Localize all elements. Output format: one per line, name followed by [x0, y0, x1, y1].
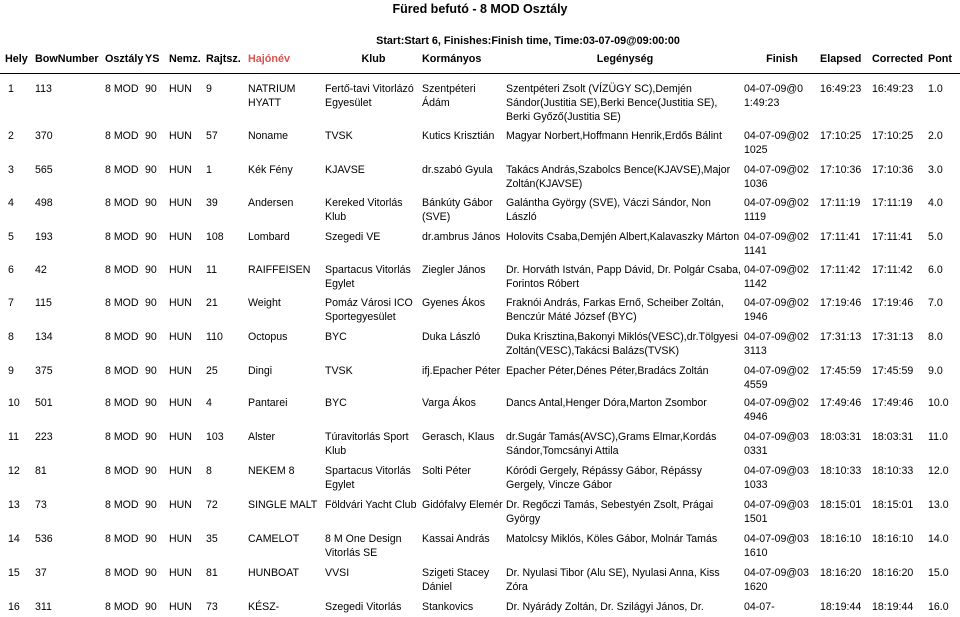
- cell-elapsed: 18:16:20: [820, 567, 862, 579]
- table-header-row: [0, 50, 960, 69]
- cell-bownumber: 42: [35, 264, 47, 276]
- cell-elapsed: 17:10:36: [820, 164, 862, 176]
- cell-ys: 90: [145, 365, 157, 377]
- cell-hajonev: KÉSZ-: [248, 601, 280, 613]
- cell-rajtsz: 81: [206, 567, 218, 579]
- cell-ys: 90: [145, 533, 157, 545]
- cell-nemz: HUN: [169, 83, 192, 95]
- table-row: [0, 565, 960, 599]
- cell-kormanyos: Kutics Krisztián: [422, 130, 495, 142]
- cell-legenyseg: Matolcsy Miklós, Köles Gábor, Molnár Tamás: [506, 533, 718, 545]
- cell-osztaly: 8 MOD: [105, 231, 139, 243]
- cell-osztaly: 8 MOD: [105, 499, 139, 511]
- cell-klub: TVSK: [325, 365, 353, 377]
- cell-corrected: 17:45:59: [872, 365, 914, 377]
- cell-finish: 04-07-09@024559: [744, 365, 809, 391]
- cell-finish: 04-07-09@031033: [744, 465, 809, 491]
- cell-nemz: HUN: [169, 297, 192, 309]
- cell-hajonev: Alster: [248, 431, 276, 443]
- cell-osztaly: 8 MOD: [105, 533, 139, 545]
- cell-corrected: 17:11:19: [872, 197, 913, 209]
- cell-kormanyos: Solti Péter: [422, 465, 471, 477]
- cell-corrected: 18:10:33: [872, 465, 914, 477]
- cell-hajonev: Kék Fény: [248, 164, 293, 176]
- cell-rajtsz: 72: [206, 499, 218, 511]
- cell-klub: Szegedi Vitorlás: [325, 601, 402, 613]
- cell-klub: Pomáz Városi ICO Sportegyesület: [325, 297, 413, 323]
- cell-bownumber: 73: [35, 499, 47, 511]
- cell-osztaly: 8 MOD: [105, 164, 139, 176]
- cell-bownumber: 311: [35, 601, 52, 613]
- col-header-hely: Hely: [5, 53, 28, 65]
- cell-ys: 90: [145, 297, 157, 309]
- cell-corrected: 18:19:44: [872, 601, 914, 613]
- cell-bownumber: 536: [35, 533, 53, 545]
- cell-legenyseg: Dr. Regőczi Tamás, Sebestyén Zsolt, Prágai György: [506, 499, 714, 525]
- cell-klub: Földvári Yacht Club: [325, 499, 417, 511]
- col-header-nemz: Nemz.: [169, 53, 201, 65]
- cell-hely: 1: [8, 83, 14, 95]
- cell-corrected: 16:49:23: [872, 83, 914, 95]
- cell-bownumber: 501: [35, 397, 53, 409]
- cell-corrected: 17:31:13: [872, 331, 914, 343]
- cell-pont: 8.0: [928, 331, 943, 343]
- cell-rajtsz: 11: [206, 264, 217, 276]
- cell-klub: 8 M One Design Vitorlás SE: [325, 533, 402, 559]
- cell-legenyseg: Holovits Csaba,Demjén Albert,Kalavaszky Márton: [506, 231, 740, 243]
- cell-rajtsz: 25: [206, 365, 218, 377]
- cell-hely: 14: [8, 533, 20, 545]
- cell-nemz: HUN: [169, 130, 192, 142]
- cell-klub: BYC: [325, 397, 347, 409]
- cell-klub: BYC: [325, 331, 347, 343]
- cell-osztaly: 8 MOD: [105, 567, 139, 579]
- cell-pont: 15.0: [928, 567, 949, 579]
- cell-ys: 90: [145, 567, 157, 579]
- cell-osztaly: 8 MOD: [105, 365, 139, 377]
- cell-kormanyos: Szigeti Stacey Dániel: [422, 567, 490, 593]
- cell-finish: 04-07-09@031610: [744, 533, 809, 559]
- cell-rajtsz: 110: [206, 331, 223, 343]
- cell-hajonev: HUNBOAT: [248, 567, 300, 579]
- cell-corrected: 17:49:46: [872, 397, 914, 409]
- cell-hajonev: Weight: [248, 297, 281, 309]
- cell-elapsed: 17:31:13: [820, 331, 862, 343]
- cell-pont: 11.0: [928, 431, 948, 443]
- cell-hajonev: CAMELOT: [248, 533, 300, 545]
- cell-finish: 04-07-09@01:49:23: [744, 83, 804, 109]
- cell-elapsed: 18:19:44: [820, 601, 862, 613]
- cell-hely: 8: [8, 331, 14, 343]
- cell-ys: 90: [145, 601, 157, 613]
- cell-legenyseg: Duka Krisztina,Bakonyi Miklós(VESC),dr.Tölgyesi Zoltán(VESC),Takácsi Balázs(TVSK): [506, 331, 738, 357]
- cell-osztaly: 8 MOD: [105, 601, 139, 613]
- cell-ys: 90: [145, 465, 157, 477]
- cell-osztaly: 8 MOD: [105, 431, 139, 443]
- cell-bownumber: 81: [35, 465, 47, 477]
- header-divider-line: [0, 73, 960, 74]
- cell-legenyseg: Magyar Norbert,Hoffmann Henrik,Erdős Bálint: [506, 130, 722, 142]
- cell-pont: 12.0: [928, 465, 949, 477]
- cell-elapsed: 16:49:23: [820, 83, 862, 95]
- cell-hajonev: NEKEM 8: [248, 465, 295, 477]
- cell-finish: 04-07-09@031620: [744, 567, 809, 593]
- cell-hajonev: NATRIUM HYATT: [248, 83, 296, 109]
- cell-kormanyos: Duka László: [422, 331, 481, 343]
- cell-pont: 9.0: [928, 365, 943, 377]
- cell-pont: 10.0: [928, 397, 949, 409]
- cell-hely: 4: [8, 197, 14, 209]
- cell-nemz: HUN: [169, 365, 192, 377]
- cell-klub: KJAVSE: [325, 164, 365, 176]
- cell-corrected: 18:03:31: [872, 431, 914, 443]
- cell-osztaly: 8 MOD: [105, 197, 139, 209]
- cell-kormanyos: Kassai András: [422, 533, 490, 545]
- cell-rajtsz: 108: [206, 231, 224, 243]
- cell-hajonev: Noname: [248, 130, 289, 142]
- cell-pont: 2.0: [928, 130, 943, 142]
- cell-hajonev: Lombard: [248, 231, 290, 243]
- cell-pont: 3.0: [928, 164, 943, 176]
- col-header-legenyseg: Legénység: [596, 53, 654, 65]
- cell-klub: Kereked Vitorlás Klub: [325, 197, 403, 223]
- cell-elapsed: 17:49:46: [820, 397, 862, 409]
- cell-legenyseg: Dr. Nyárády Zoltán, Dr. Szilágyi János, Dr.: [506, 601, 704, 613]
- cell-klub: Spartacus Vitorlás Egylet: [325, 465, 411, 491]
- cell-pont: 7.0: [928, 297, 943, 309]
- cell-legenyseg: dr.Sugár Tamás(AVSC),Grams Elmar,Kordás Sándor,Tomcsányi Attila: [506, 431, 717, 457]
- cell-bownumber: 375: [35, 365, 53, 377]
- table-row: [0, 229, 960, 262]
- cell-rajtsz: 73: [206, 601, 218, 613]
- cell-hely: 2: [8, 130, 14, 142]
- cell-pont: 13.0: [928, 499, 949, 511]
- cell-rajtsz: 4: [206, 397, 212, 409]
- table-row: [0, 497, 960, 531]
- cell-corrected: 17:10:36: [872, 164, 914, 176]
- cell-osztaly: 8 MOD: [105, 397, 139, 409]
- cell-pont: 14.0: [928, 533, 949, 545]
- cell-finish: 04-07-09@021025: [744, 130, 809, 156]
- cell-nemz: HUN: [169, 465, 192, 477]
- race-info: Start:Start 6, Finishes:Finish time, Time:03-07-09@09:00:00: [376, 35, 680, 47]
- results-table: [0, 50, 960, 617]
- cell-legenyseg: Epacher Péter,Dénes Péter,Bradács Zoltán: [506, 365, 709, 377]
- table-row: [0, 599, 960, 617]
- cell-klub: VVSI: [325, 567, 350, 579]
- cell-finish: 04-07-09@031501: [744, 499, 809, 525]
- cell-elapsed: 17:11:41: [820, 231, 861, 243]
- cell-hely: 12: [8, 465, 20, 477]
- cell-hely: 7: [8, 297, 14, 309]
- cell-bownumber: 223: [35, 431, 53, 443]
- table-row: [0, 195, 960, 229]
- cell-hajonev: Dingi: [248, 365, 273, 377]
- col-header-ys: YS: [145, 53, 160, 65]
- cell-klub: Túravitorlás Sport Klub: [325, 431, 409, 457]
- col-header-klub: Klub: [361, 53, 386, 65]
- header-separator: [0, 69, 960, 81]
- cell-klub: Spartacus Vitorlás Egylet: [325, 264, 411, 290]
- table-row: [0, 262, 960, 295]
- cell-osztaly: 8 MOD: [105, 83, 139, 95]
- cell-kormanyos: Szentpéteri Ádám: [422, 83, 476, 109]
- table-row: [0, 295, 960, 329]
- cell-ys: 90: [145, 264, 157, 276]
- cell-bownumber: 113: [35, 83, 52, 95]
- cell-rajtsz: 35: [206, 533, 218, 545]
- cell-klub: TVSK: [325, 130, 353, 142]
- cell-ys: 90: [145, 231, 157, 243]
- cell-kormanyos: dr.szabó Gyula: [422, 164, 493, 176]
- cell-kormanyos: dr.ambrus János: [422, 231, 501, 243]
- cell-kormanyos: Gyenes Ákos: [422, 297, 486, 309]
- col-header-elapsed: Elapsed: [820, 53, 862, 65]
- cell-ys: 90: [145, 499, 157, 511]
- cell-ys: 90: [145, 197, 157, 209]
- table-row: [0, 531, 960, 565]
- cell-hajonev: Pantarei: [248, 397, 288, 409]
- cell-hely: 5: [8, 231, 14, 243]
- table-row: [0, 463, 960, 497]
- cell-legenyseg: Takács András,Szabolcs Bence(KJAVSE),Major Zoltán(KJAVSE): [506, 164, 731, 190]
- cell-ys: 90: [145, 130, 157, 142]
- cell-klub: Fertő-tavi Vitorlázó Egyesület: [325, 83, 414, 109]
- cell-elapsed: 18:10:33: [820, 465, 862, 477]
- cell-hely: 11: [8, 431, 19, 443]
- cell-osztaly: 8 MOD: [105, 264, 139, 276]
- cell-nemz: HUN: [169, 331, 192, 343]
- cell-rajtsz: 39: [206, 197, 218, 209]
- cell-legenyseg: Szentpéteri Zsolt (VÍZÜGY SC),Demjén Sándor(Justitia SE),Berki Bence(Justitia SE), Berki Győző(Justitia SE): [506, 83, 718, 123]
- cell-bownumber: 565: [35, 164, 53, 176]
- cell-finish: 04-07-: [744, 601, 775, 613]
- cell-pont: 16.0: [928, 601, 949, 613]
- table-row: [0, 363, 960, 395]
- cell-bownumber: 115: [35, 297, 52, 309]
- cell-bownumber: 498: [35, 197, 53, 209]
- cell-finish: 04-07-09@021141: [744, 231, 809, 257]
- cell-corrected: 17:11:41: [872, 231, 913, 243]
- page-title: Füred befutó - 8 MOD Osztály: [392, 2, 568, 16]
- cell-corrected: 17:10:25: [872, 130, 914, 142]
- table-row: [0, 162, 960, 195]
- cell-kormanyos: Bánkúty Gábor (SVE): [422, 197, 493, 223]
- cell-ys: 90: [145, 83, 157, 95]
- cell-corrected: 17:11:42: [872, 264, 913, 276]
- col-header-finish: Finish: [766, 53, 798, 65]
- col-header-bownumber: BowNumber: [35, 53, 99, 65]
- table-row: [0, 329, 960, 363]
- cell-nemz: HUN: [169, 164, 192, 176]
- cell-ys: 90: [145, 331, 157, 343]
- cell-osztaly: 8 MOD: [105, 331, 139, 343]
- cell-kormanyos: Gerasch, Klaus: [422, 431, 495, 443]
- cell-finish: 04-07-09@030331: [744, 431, 809, 457]
- cell-elapsed: 17:10:25: [820, 130, 862, 142]
- cell-rajtsz: 21: [206, 297, 218, 309]
- cell-finish: 04-07-09@023113: [744, 331, 809, 357]
- cell-pont: 5.0: [928, 231, 943, 243]
- cell-hely: 15: [8, 567, 20, 579]
- cell-bownumber: 370: [35, 130, 53, 142]
- cell-ys: 90: [145, 431, 157, 443]
- cell-hajonev: Octopus: [248, 331, 288, 343]
- table-row: [0, 81, 960, 128]
- cell-osztaly: 8 MOD: [105, 465, 139, 477]
- cell-elapsed: 18:15:01: [820, 499, 862, 511]
- col-header-pont: Pont: [928, 53, 952, 65]
- cell-ys: 90: [145, 164, 157, 176]
- cell-finish: 04-07-09@021946: [744, 297, 809, 323]
- cell-kormanyos: Varga Ákos: [422, 397, 476, 409]
- cell-elapsed: 18:16:10: [820, 533, 862, 545]
- cell-nemz: HUN: [169, 499, 192, 511]
- cell-rajtsz: 57: [206, 130, 218, 142]
- cell-pont: 4.0: [928, 197, 943, 209]
- cell-hely: 6: [8, 264, 14, 276]
- table-row: [0, 395, 960, 429]
- cell-rajtsz: 1: [206, 164, 212, 176]
- cell-finish: 04-07-09@024946: [744, 397, 809, 423]
- cell-corrected: 18:16:10: [872, 533, 914, 545]
- cell-elapsed: 17:11:42: [820, 264, 861, 276]
- cell-bownumber: 193: [35, 231, 53, 243]
- cell-hajonev: Andersen: [248, 197, 294, 209]
- cell-kormanyos: Ziegler János: [422, 264, 486, 276]
- cell-legenyseg: Galántha György (SVE), Váczi Sándor, Non László: [506, 197, 711, 223]
- cell-pont: 6.0: [928, 264, 943, 276]
- cell-hajonev: SINGLE MALT: [248, 499, 318, 511]
- cell-nemz: HUN: [169, 601, 192, 613]
- cell-pont: 1.0: [928, 83, 943, 95]
- col-header-kormanyos: Kormányos: [422, 53, 482, 65]
- cell-legenyseg: Dr. Horváth István, Papp Dávid, Dr. Polgár Csaba, Forintos Róbert: [506, 264, 741, 290]
- cell-elapsed: 17:45:59: [820, 365, 862, 377]
- cell-bownumber: 134: [35, 331, 53, 343]
- cell-nemz: HUN: [169, 431, 192, 443]
- cell-kormanyos: Gidófalvy Elemér: [422, 499, 503, 511]
- cell-finish: 04-07-09@021036: [744, 164, 809, 190]
- col-header-hajonev: Hajónév: [248, 53, 291, 65]
- table-row: [0, 128, 960, 162]
- cell-corrected: 18:15:01: [872, 499, 914, 511]
- cell-nemz: HUN: [169, 567, 192, 579]
- cell-kormanyos: ifj.Epacher Péter: [422, 365, 501, 377]
- cell-ys: 90: [145, 397, 157, 409]
- cell-elapsed: 18:03:31: [820, 431, 862, 443]
- results-body: [0, 81, 960, 617]
- cell-elapsed: 17:11:19: [820, 197, 861, 209]
- cell-finish: 04-07-09@021119: [744, 197, 809, 223]
- cell-legenyseg: Dancs Antal,Henger Dóra,Marton Zsombor: [506, 397, 707, 409]
- col-header-rajtsz: Rajtsz.: [206, 53, 241, 65]
- cell-kormanyos: Stankovics: [422, 601, 474, 613]
- cell-nemz: HUN: [169, 197, 192, 209]
- cell-osztaly: 8 MOD: [105, 130, 139, 142]
- cell-legenyseg: Fraknói András, Farkas Ernő, Scheiber Zoltán, Benczúr Máté József (BYC): [506, 297, 724, 323]
- cell-legenyseg: Dr. Nyulasi Tibor (Alu SE), Nyulasi Anna, Kiss Zóra: [506, 567, 720, 593]
- cell-corrected: 17:19:46: [872, 297, 914, 309]
- cell-rajtsz: 103: [206, 431, 224, 443]
- col-header-osztaly: Osztály: [105, 53, 144, 65]
- cell-klub: Szegedi VE: [325, 231, 381, 243]
- cell-finish: 04-07-09@021142: [744, 264, 809, 290]
- cell-hely: 9: [8, 365, 14, 377]
- cell-hajonev: RAIFFEISEN: [248, 264, 311, 276]
- cell-nemz: HUN: [169, 231, 192, 243]
- col-header-corrected: Corrected: [872, 53, 924, 65]
- cell-hely: 13: [8, 499, 20, 511]
- cell-nemz: HUN: [169, 533, 192, 545]
- cell-hely: 10: [8, 397, 20, 409]
- cell-hely: 3: [8, 164, 14, 176]
- cell-elapsed: 17:19:46: [820, 297, 862, 309]
- cell-nemz: HUN: [169, 264, 192, 276]
- cell-corrected: 18:16:20: [872, 567, 914, 579]
- cell-bownumber: 37: [35, 567, 47, 579]
- cell-rajtsz: 8: [206, 465, 212, 477]
- table-row: [0, 429, 960, 463]
- cell-hely: 16: [8, 601, 20, 613]
- cell-rajtsz: 9: [206, 83, 212, 95]
- cell-nemz: HUN: [169, 397, 192, 409]
- cell-legenyseg: Kóródi Gergely, Répássy Gábor, Répássy Gergely, Vincze Gábor: [506, 465, 702, 491]
- cell-osztaly: 8 MOD: [105, 297, 139, 309]
